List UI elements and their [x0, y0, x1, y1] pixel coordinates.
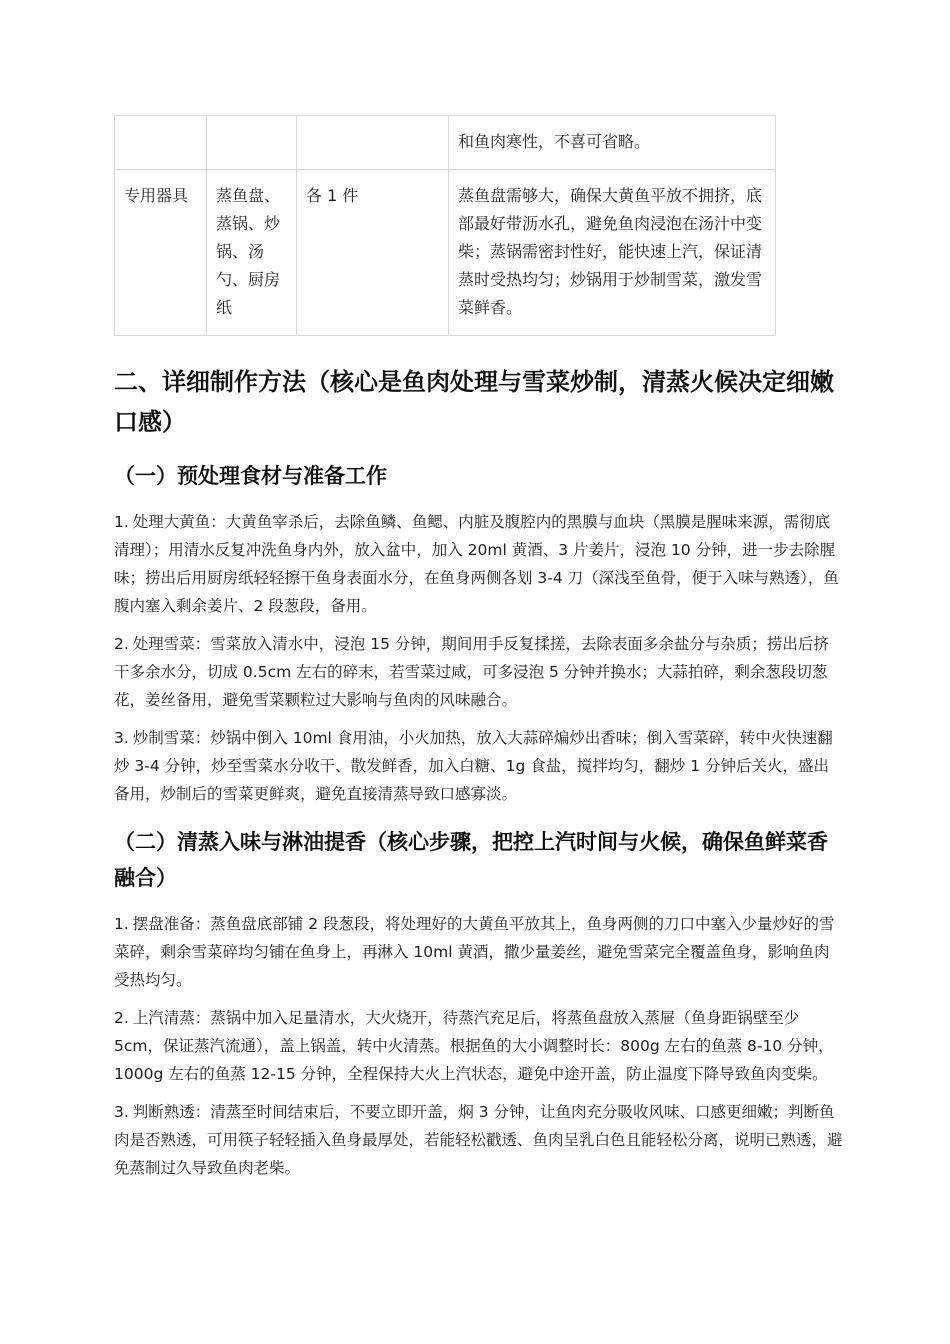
step-item [114, 630, 844, 714]
table-cell-items [207, 116, 297, 170]
step-number: 2. [114, 1009, 129, 1027]
step-text: 处理雪菜：雪菜放入清水中，浸泡 15 分钟，期间用手反复揉搓，去除表面多余盐分与杂质；捞出后挤干多余水分，切成 0.5cm 左右的碎末，若雪菜过咸，可多浸泡 5 分钟并换水；大蒜拍碎，剩余葱段切葱花，姜丝备用，避免雪菜颗粒过大影响与鱼肉的风味融合。 [114, 635, 829, 709]
step-number: 1. [114, 513, 129, 531]
subsection-title-prep: （一）预处理食材与准备工作 [114, 464, 387, 488]
table-cell-note: 和鱼肉寒性，不喜可省略。 [449, 116, 776, 170]
section-title: 二、详细制作方法（核心是鱼肉处理与雪菜炒制，清蒸火候决定细嫩口感） [114, 368, 834, 436]
table-cell-amount [297, 116, 449, 170]
table-cell-name [115, 116, 207, 170]
table-cell-amount: 各 1 件 [297, 170, 449, 336]
step-item [114, 1098, 844, 1182]
method-section [114, 362, 844, 1192]
step-number: 3. [114, 729, 129, 747]
table-cell-items: 蒸鱼盘、蒸锅、炒锅、汤勺、厨房纸 [207, 170, 297, 336]
step-item [114, 508, 844, 620]
step-number: 2. [114, 635, 129, 653]
table-row [115, 170, 776, 336]
step-text: 上汽清蒸：蒸锅中加入足量清水，大火烧开，待蒸汽充足后，将蒸鱼盘放入蒸屉（鱼身距锅壁至少 5cm，保证蒸汽流通），盖上锅盖，转中火清蒸。根据鱼的大小调整时长：800g 左右的鱼蒸 8-10 分钟，1000g 左右的鱼蒸 12-15 分钟，全程保持大火上汽状态，避免中途开盖，防止温度下降导致鱼肉变柴。 [114, 1009, 834, 1083]
step-text: 炒制雪菜：炒锅中倒入 10ml 食用油，小火加热，放入大蒜碎煸炒出香味；倒入雪菜碎，转中火快速翻炒 3-4 分钟，炒至雪菜水分收干、散发鲜香，加入白糖、1g 食盐，搅拌均匀，翻炒 1 分钟后关火，盛出备用，炒制后的雪菜更鲜爽，避免直接清蒸导致口感寡淡。 [114, 729, 833, 803]
step-number: 3. [114, 1103, 129, 1121]
step-text: 判断熟透：清蒸至时间结束后，不要立即开盖，焖 3 分钟，让鱼肉充分吸收风味、口感更细嫩；判断鱼肉是否熟透，可用筷子轻轻插入鱼身最厚处，若能轻松戳透、鱼肉呈乳白色且能轻松分离，说明已熟透，避免蒸制过久导致鱼肉老柴。 [114, 1103, 843, 1177]
ingredients-table [114, 115, 776, 336]
step-text: 摆盘准备：蒸鱼盘底部铺 2 段葱段，将处理好的大黄鱼平放其上，鱼身两侧的刀口中塞入少量炒好的雪菜碎，剩余雪菜碎均匀铺在鱼身上，再淋入 10ml 黄酒，撒少量姜丝，避免雪菜完全覆盖鱼身，影响鱼肉受热均匀。 [114, 915, 835, 989]
table-row [115, 116, 776, 170]
table-cell-note: 蒸鱼盘需够大，确保大黄鱼平放不拥挤，底部最好带沥水孔，避免鱼肉浸泡在汤汁中变柴；蒸锅需密封性好，能快速上汽，保证清蒸时受热均匀；炒锅用于炒制雪菜，激发雪菜鲜香。 [449, 170, 776, 336]
step-number: 1. [114, 915, 129, 933]
step-text: 处理大黄鱼：大黄鱼宰杀后，去除鱼鳞、鱼鳃、内脏及腹腔内的黑膜与血块（黑膜是腥味来源，需彻底清理）；用清水反复冲洗鱼身内外，放入盆中，加入 20ml 黄酒、3 片姜片，浸泡 10 分钟，进一步去除腥味；捞出后用厨房纸轻轻擦干鱼身表面水分，在鱼身两侧各划 3-4 刀（深浅至鱼骨，便于入味与熟透），鱼腹内塞入剩余姜片、2 段葱段，备用。 [114, 513, 839, 615]
step-item [114, 724, 844, 808]
subsection-title-steam: （二）清蒸入味与淋油提香（核心步骤，把控上汽时间与火候，确保鱼鲜菜香融合） [114, 830, 828, 890]
table-cell-name: 专用器具 [115, 170, 207, 336]
step-item [114, 1004, 844, 1088]
step-item [114, 910, 844, 994]
